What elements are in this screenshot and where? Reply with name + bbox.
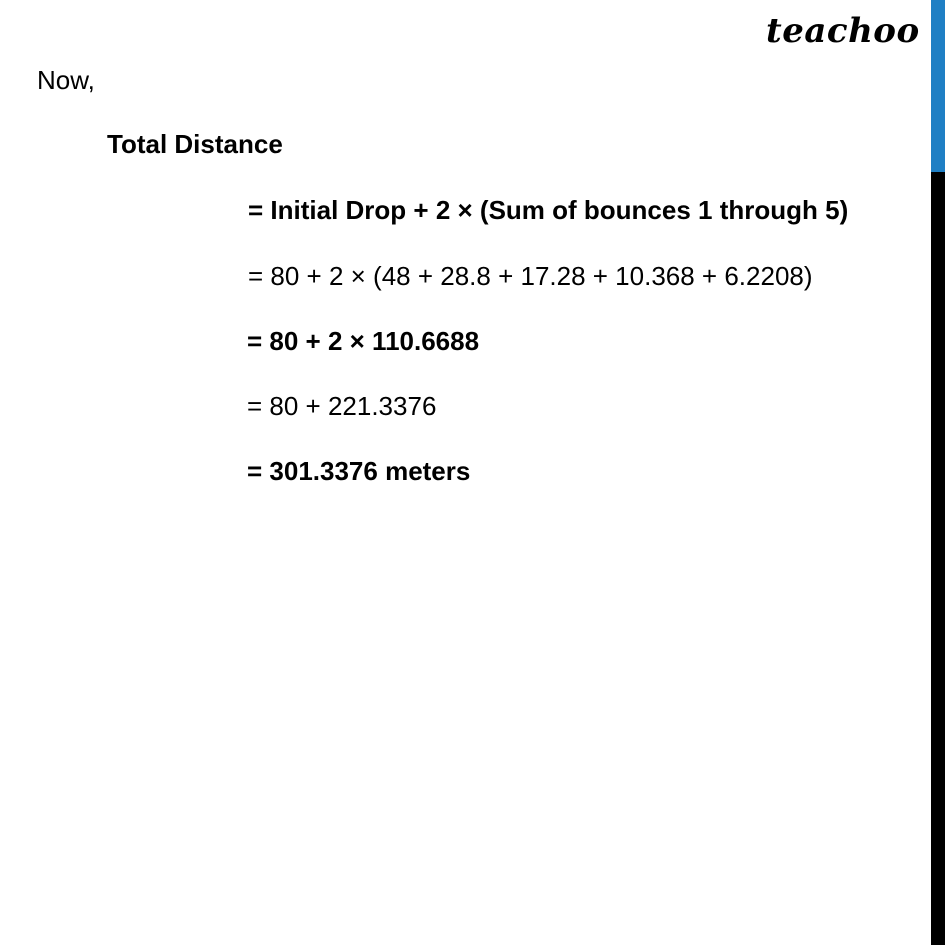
teachoo-logo: teachoo — [766, 11, 920, 51]
total-distance-heading: Total Distance — [107, 129, 283, 159]
equation-step-2: = 80 + 2 × (48 + 28.8 + 17.28 + 10.368 + 6.2208) — [248, 261, 813, 291]
equation-step-3: = 80 + 2 × 110.6688 — [247, 326, 480, 356]
intro-text: Now, — [37, 65, 95, 95]
equation-step-4: = 80 + 221.3376 — [247, 391, 437, 421]
sidebar-accent-bar — [931, 0, 945, 172]
equation-step-5-result: = 301.3376 meters — [247, 456, 471, 486]
equation-step-1: = Initial Drop + 2 × (Sum of bounces 1 through 5) — [248, 195, 849, 225]
